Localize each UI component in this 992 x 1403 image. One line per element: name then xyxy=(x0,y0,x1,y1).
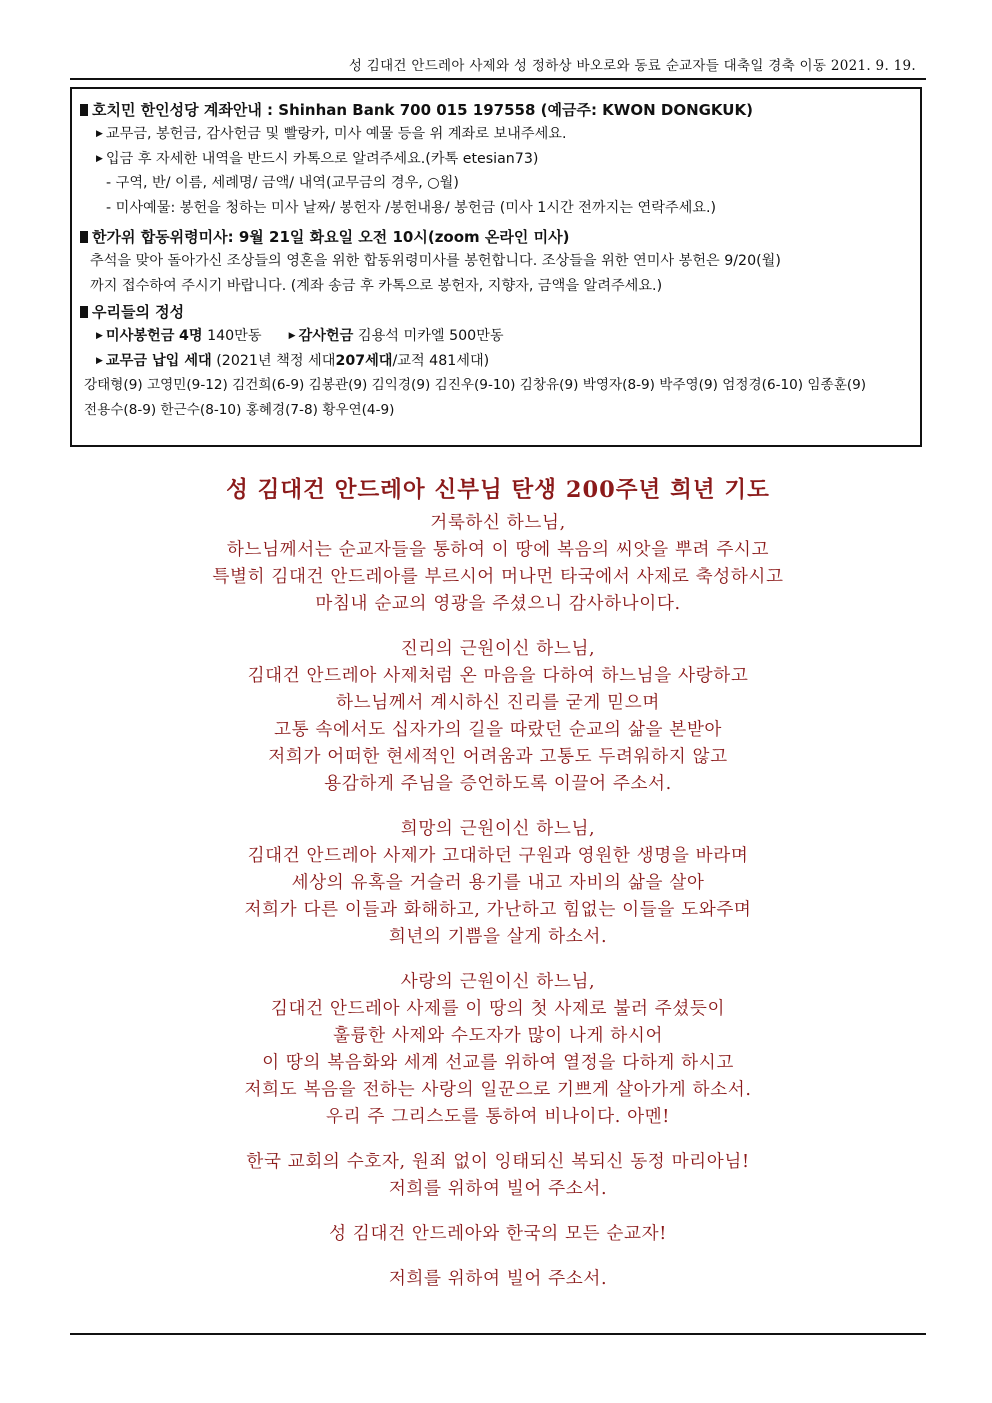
square-bullet-icon xyxy=(80,231,88,243)
bulletin-header: 성 김대건 안드레아 사제와 성 정하상 바오로와 동료 순교자들 대축일 경축 이동 2021. 9. 19. xyxy=(348,58,916,74)
account-section-heading xyxy=(80,99,912,122)
dues-summary-line xyxy=(80,349,912,374)
prayer-stanza xyxy=(70,1266,926,1293)
account-heading-text: 호치민 한인성당 계좌안내 : Shinhan Bank 700 015 197558 (예금주: KWON DONGKUK) xyxy=(92,101,753,119)
mass-offering-amount: 140만동 xyxy=(207,328,262,344)
prayer-line: 우리 주 그리스도를 통하여 비나이다. 아멘! xyxy=(326,1107,670,1127)
memorial-heading-text: 한가위 합동위령미사: 9월 21일 화요일 오전 10시(zoom 온라인 미사) xyxy=(92,228,570,246)
account-line xyxy=(80,122,912,147)
prayer-line: 성 김대건 안드레아와 한국의 모든 순교자! xyxy=(329,1224,667,1244)
square-bullet-icon xyxy=(80,306,88,318)
dues-label: 교무금 납입 세대 xyxy=(105,352,212,369)
offerings-section-heading xyxy=(80,301,912,324)
prayer-line: 세상의 유혹을 거슬러 용기를 내고 자비의 삶을 살아 xyxy=(291,873,705,893)
offerings-summary-line xyxy=(80,324,912,349)
offerings-heading-text: 우리들의 정성 xyxy=(92,303,185,321)
mass-offering-label: 미사봉헌금 xyxy=(105,328,175,344)
prayer-line: 하느님께서는 순교자들을 통하여 이 땅에 복음의 씨앗을 뿌려 주시고 xyxy=(226,540,770,560)
prayer-line: 사랑의 근원이신 하느님, xyxy=(400,972,596,992)
prayer-line: 한국 교회의 수호자, 원죄 없이 잉태되신 복되신 동정 마리아님! xyxy=(246,1152,750,1172)
header-divider xyxy=(70,78,926,80)
prayer-stanza xyxy=(70,1149,926,1203)
triangle-bullet-icon: ▶ xyxy=(96,355,103,366)
triangle-bullet-icon: ▶ xyxy=(96,153,103,164)
dues-paren-close: /교적 481세대) xyxy=(392,352,490,369)
prayer-line: 희년의 기쁨을 살게 하소서. xyxy=(388,927,608,947)
prayer-line: 특별히 김대건 안드레아를 부르시어 머나먼 타국에서 사제로 축성하시고 xyxy=(212,567,784,587)
prayer-line: 김대건 안드레아 사제처럼 온 마음을 다하여 하느님을 사랑하고 xyxy=(247,666,749,686)
prayer-line: 훌륭한 사제와 수도자가 많이 나게 하시어 xyxy=(332,1026,664,1046)
jubilee-prayer xyxy=(70,474,926,1311)
triangle-bullet-icon: ▶ xyxy=(96,331,103,341)
account-line-text: 입금 후 자세한 내역을 반드시 카톡으로 알려주세요.(카톡 etesian73) xyxy=(105,150,539,167)
prayer-line: 저희도 복음을 전하는 사랑의 일꾼으로 기쁘게 살아가게 하소서. xyxy=(244,1080,752,1100)
memorial-section-heading xyxy=(80,226,912,249)
thanks-offering-label: 감사헌금 xyxy=(298,328,354,344)
dues-paren-open: (2021년 책정 세대 xyxy=(216,352,336,369)
triangle-bullet-icon: ▶ xyxy=(288,331,296,341)
prayer-line: 저희가 다른 이들과 화해하고, 가난하고 힘없는 이들을 도와주며 xyxy=(244,900,752,920)
prayer-stanza xyxy=(70,510,926,618)
thanks-offering-detail: 김용석 미카엘 500만동 xyxy=(357,328,504,344)
footer-divider xyxy=(70,1333,926,1335)
prayer-line: 진리의 근원이신 하느님, xyxy=(400,639,596,659)
triangle-bullet-icon: ▶ xyxy=(96,129,103,139)
prayer-line: 저희를 위하여 빌어 주소서. xyxy=(388,1269,608,1289)
prayer-line: 용감하게 주님을 증언하도록 이끌어 주소서. xyxy=(324,774,672,794)
prayer-line: 고통 속에서도 십자가의 길을 따랐던 순교의 삶을 본받아 xyxy=(273,720,723,740)
account-detail-line: - 구역, 반/ 이름, 세례명/ 금액/ 내역(교무금의 경우, ○월) xyxy=(106,175,459,191)
prayer-stanza xyxy=(70,1221,926,1248)
prayer-title: 성 김대건 안드레아 신부님 탄생 200주년 희년 기도 xyxy=(226,477,770,503)
prayer-line: 마침내 순교의 영광을 주셨으니 감사하나이다. xyxy=(315,594,681,614)
account-line xyxy=(80,147,912,172)
prayer-line: 거룩하신 하느님, xyxy=(430,513,566,533)
account-detail-line: - 미사예물: 봉헌을 청하는 미사 날짜/ 봉헌자 /봉헌내용/ 봉헌금 (미사 1시간 전까지는 연락주세요.) xyxy=(106,199,717,216)
prayer-line: 저희가 어떠한 현세적인 어려움과 고통도 두려워하지 않고 xyxy=(268,747,728,767)
prayer-line: 김대건 안드레아 사제를 이 땅의 첫 사제로 불러 주셨듯이 xyxy=(270,999,726,1019)
account-line-text: 교무금, 봉헌금, 감사헌금 및 빨랑카, 미사 예물 등을 위 계좌로 보내주세요. xyxy=(105,126,567,142)
prayer-line: 저희를 위하여 빌어 주소서. xyxy=(388,1179,608,1199)
mass-offering-count: 4명 xyxy=(178,328,203,344)
dues-names-line: 전용수(8-9) 한근수(8-10) 홍혜경(7-8) 황우연(4-9) xyxy=(84,401,395,418)
prayer-stanza xyxy=(70,636,926,798)
memorial-line: 까지 접수하여 주시기 바랍니다. (계좌 송금 후 카톡으로 봉헌자, 지향자, 금액을 알려주세요.) xyxy=(90,277,663,294)
memorial-line: 추석을 맞아 돌아가신 조상들의 영혼을 위한 합동위령미사를 봉헌합니다. 조상들을 위한 연미사 봉헌은 9/20(월) xyxy=(90,253,781,269)
square-bullet-icon xyxy=(80,104,88,116)
dues-households: 207세대 xyxy=(335,352,393,369)
prayer-line: 하느님께서 계시하신 진리를 굳게 믿으며 xyxy=(336,693,660,713)
prayer-stanza xyxy=(70,816,926,951)
prayer-stanza xyxy=(70,969,926,1131)
dues-names-line: 강태형(9) 고영민(9-12) 김건희(6-9) 김봉관(9) 김익경(9) 김진우(9-10) 김창유(9) 박영자(8-9) 박주영(9) 엄정경(6-10) 임종훈(9) xyxy=(84,377,867,393)
notice-box xyxy=(70,87,922,447)
prayer-line: 희망의 근원이신 하느님, xyxy=(400,819,596,839)
prayer-line: 김대건 안드레아 사제가 고대하던 구원과 영원한 생명을 바라며 xyxy=(247,846,749,866)
prayer-line: 이 땅의 복음화와 세계 선교를 위하여 열정을 다하게 하시고 xyxy=(262,1053,734,1073)
